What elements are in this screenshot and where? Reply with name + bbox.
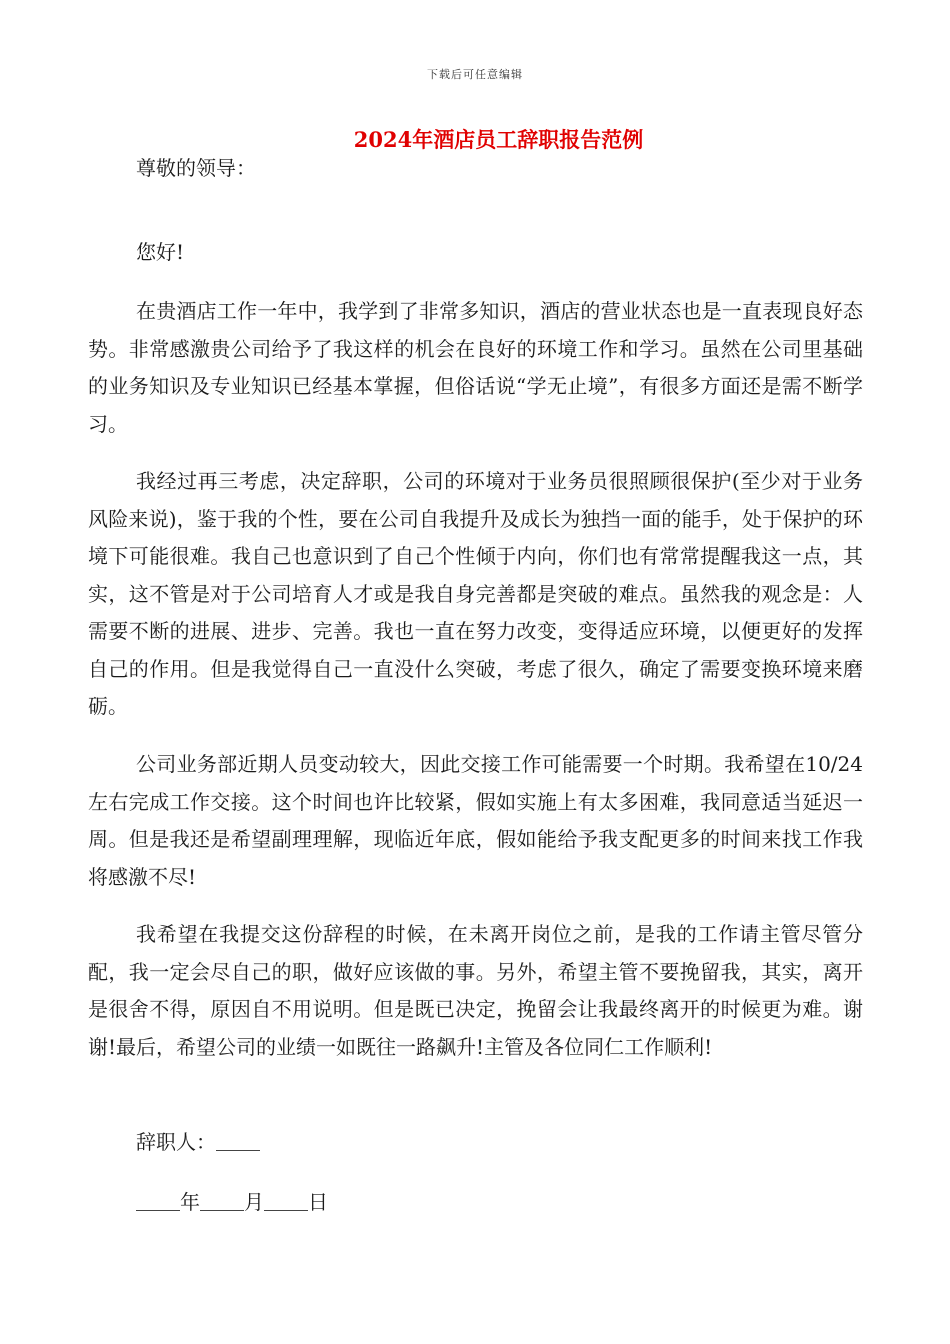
paragraph-2: 我经过再三考虑，决定辞职，公司的环境对于业务员很照顾很保护(至少对于业务风险来说)，鉴于我的个性，要在公司自我提升及成长为独挡一面的能手，处于保护的环境下可能很难。我自己也意识到了自己个性倾于内向，你们也有常常提醒我这一点，其实，这不管是对于公司培育人才或是我自身完善都是突破的难点。虽然我的观念是：人需要不断的进展、进步、完善。我也一直在努力改变，变得适应环境，以便更好的发挥自己的作用。但是我觉得自己一直没什么突破，考虑了很久，确定了需要变换环境来磨砺。 [88, 469, 863, 718]
date-day-label: 日 [308, 1190, 328, 1214]
date-year-label: 年 [180, 1190, 200, 1214]
signature-line [136, 1124, 260, 1162]
paragraph-3: 公司业务部近期人员变动较大，因此交接工作可能需要一个时期。我希望在10/24左右完成工作交接。这个时间也许比较紧，假如实施上有太多困难，我同意适当延迟一周。但是我还是希望副理理解，现临近年底，假如能给予我支配更多的时间来找工作我将感激不尽! [88, 752, 863, 889]
salutation: 尊敬的领导： [136, 156, 256, 180]
greeting: 您好! [136, 240, 185, 264]
paragraph-1: 在贵酒店工作一年中，我学到了非常多知识，酒店的营业状态也是一直表现良好态势。非常感激贵公司给予了我这样的机会在良好的环境工作和学习。虽然在公司里基础的业务知识及专业知识已经基本掌握，但俗话说“学无止境”，有很多方面还是需不断学习。 [88, 299, 863, 436]
header-note: 下载后可任意编辑 [427, 68, 523, 81]
date-month-label: 月 [244, 1190, 264, 1214]
month-blank [200, 1186, 244, 1211]
date-line [136, 1184, 328, 1222]
signature-label: 辞职人： [136, 1130, 216, 1154]
document-title: 2024年酒店员工辞职报告范例 [353, 127, 644, 152]
paragraph-4: 我希望在我提交这份辞程的时候，在未离开岗位之前，是我的工作请主管尽管分配，我一定会尽自己的职，做好应该做的事。另外，希望主管不要挽留我，其实，离开是很舍不得，原因自不用说明。但是既已决定，挽留会让我最终离开的时候更为难。谢谢!最后，希望公司的业绩一如既往一路飙升!主管及各位同仁工作顺利! [88, 922, 863, 1059]
day-blank [264, 1186, 308, 1211]
signature-blank [216, 1126, 260, 1151]
year-blank [136, 1186, 180, 1211]
